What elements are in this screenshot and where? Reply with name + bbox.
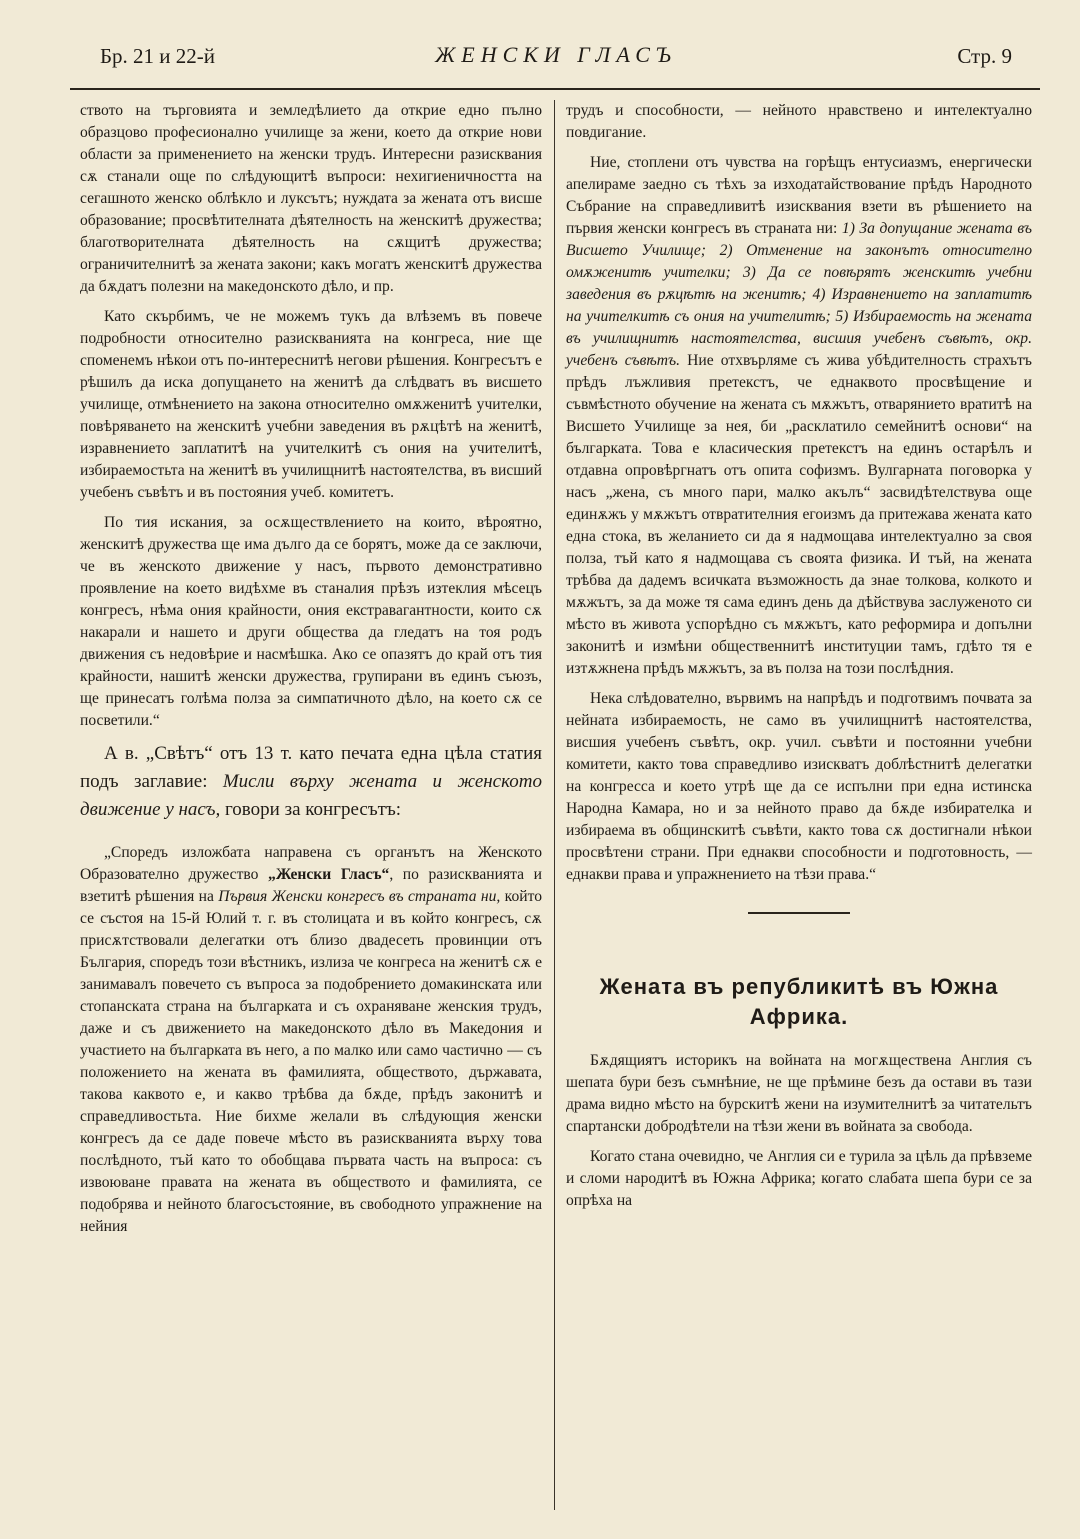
column-divider — [554, 100, 555, 1510]
page-number: Стр. 9 — [957, 44, 1012, 68]
svet-intro-text: А в. „Свѣтъ“ отъ 13 т. като печата една цѣла статия подъ заглавие: — [80, 743, 542, 792]
appeal-text-b: Ние отхвърляме съ жива убѣдителность страхътъ прѣдъ лъжливия претекстъ, че еднаквото просвѣщение и съвмѣстното обучение на жената съ мѫжътъ, отварянието вратитѣ на Висшето Училище за нея, би „расклатило семейнитѣ основи“ на българката. Това е класическия претекстъ на единъ остарѣлъ и отдавна опровѣргнатъ отъ опита софизмъ. Вулгарната поговорка у насъ „жена, съ много пари, малко акълъ“ засвидѣтелствува още единѫжъ у мѫжътъ отвратителния егоизмъ да притежава жената като една стока, въ желанието си да я надмощава интелектуално за своя полза, тъй като я надмощава съ своята физика. И тъй, на жената трѣбва да дадемъ всичката възможность да знае толкова, колкото и мѫжътъ, за да може тя сама единъ день да дѣйствува заслуженото си мѣсто въ живота успорѣдно съ мѫжътъ, като реформира и допълни законитѣ и измѣни общественнитѣ институции тамъ, гдѣто тя е изтѫжнена прѣдъ мѫжътъ, за въ полза на този послѣдния. — [566, 352, 1032, 677]
paragraph-appeal — [566, 152, 1032, 680]
paragraph-conclusion: Нека слѣдователно, вървимъ на напрѣдъ и подготвимъ почвата за нейната избираемость, не само въ училищнитѣ настоятелства, висшия учебенъ съвѣтъ, окр. учил. съвѣти и постоянни учебни комитети, както това справедливо изискватъ доблѣстнитѣ делегатки на конгресса и което утрѣ ще да се испълни при една истинска Народна Камара, но и за нейното право да бѫде избирателка и избираема въ общинскитѣ съвѣти, както това сѫ достигнали нѣкои просвѣтени страни. При еднакви способности и подготовность, — еднакви права и упражнението на тѣзи права.“ — [566, 690, 1032, 883]
quote-organ-name: „Женски Гласъ“ — [268, 866, 390, 883]
svet-intro-tail: говори за конгресътъ: — [220, 799, 402, 820]
svet-article-title: Мисли върху жената и женското движение у насъ, — [80, 771, 542, 820]
paragraph-svet-intro — [80, 740, 542, 824]
appeal-demands-list: 1) За допущание жената въ Висшето Училище; 2) Отменение на законътъ относително омѫженитѣ учителки; 3) Да се повѣрятъ женскитѣ учебни заведения въ рѫцѣтѣ на женитѣ; 4) Изравнението на заплатитѣ на учителкитѣ съ ония на учителитѣ; 5) Избираемость на жената въ училищнитѣ настоятелства, висшия учебенъ съвѣтъ, окр. учебенъ съвѣтъ. — [566, 220, 1033, 369]
header-rule — [70, 88, 1040, 90]
page-header — [100, 40, 1012, 74]
paragraph-congress-discussions: ството на търговията и земледѣлието да открие едно пълно образцово професионално училище за жени, което да открие нови области за применението на женски трудъ. Интересни разисквания сѫ станали още по слѣдующитѣ въпроси: нехигиеничността на сегашното женско облѣкло и луксътъ; нуждата за жената отъ висше образование; просвѣтителната дѣятелность на женскитѣ дружества; благотворителната дѣятелность на сѫщитѣ дружества; ограничителнитѣ за жената закони; какъ могатъ женскитѣ дружества да бѫдатъ полезни на македонското дѣло, и пр. — [80, 102, 542, 295]
left-column — [80, 100, 542, 1246]
quote-text-b: , по разискванията и взетитѣ рѣшения на — [80, 866, 543, 905]
paragraph-continuation: трудъ и способности, — нейното нравствено и интелектуално повдигание. — [566, 102, 1032, 141]
paragraph-when-evident: Когато стана очевидно, че Англия си е турила за цѣль да прѣвземе и сломи народитѣ въ Южна Африка; когато слабата шепа бури се за опрѣха на — [566, 1148, 1032, 1209]
quote-congress-name: Първия Женски конгресъ въ страната ни, — [218, 888, 501, 905]
paragraph-demands: По тия искания, за осѫществлението на които, вѣроятно, женскитѣ дружества ще има дълго да се борятъ, може да се заключи, че въ женското движение у насъ, първото демонстративно проявление на което видѣхме въ станалия прѣзъ изтеклия мѣсецъ конгресъ, нѣма ония крайности, ония екстравагантности, които сѫ накарали и нашето и други общества да гледатъ на тоя родъ движения съ недовѣрие и насмѣшка. Ако се опазятъ до край отъ тия крайности, нашитѣ женски дружества, групирани въ единъ съюзъ, ще принесатъ голѣма полза за симпатичното дѣло, на което сѫ се посветили.“ — [80, 514, 542, 729]
right-column — [566, 100, 1032, 1220]
section-separator — [748, 912, 850, 914]
appeal-text-a: Ние, стоплени отъ чувства на горѣщъ ентусиазмъ, енергически апелираме заедно съ тѣхъ за изходатайствование прѣдъ Народното Събрание на справедливитѣ изисквания взети въ рѣшението на първия женски конгресъ въ страната ни: — [566, 154, 1032, 237]
article-heading: Жената въ републикитѣ въ Южна Африка. — [599, 974, 999, 1029]
quote-text-a: „Споредъ изложбата направена съ органътъ на Женското Образователно дружество — [80, 844, 542, 883]
quote-text-c: който се състоя на 15-й Юлий т. г. въ столицата и въ който конгресъ, сѫ присѫтствовали делегатки отъ близо двадесеть провинции отъ България, споредъ този вѣстникъ, излиза че конгреса на женитѣ сѫ е занимавалъ повечето съ въпроса за подобрението домакинската или стопанската страна на българката и съ охраняване женския трудъ, даже и съ движението на македонското дѣло въ Македония и участието на българката въ него, а по малко или само частично — съ положението на жената въ фамилията, обществото, държавата, такова каквото е, и какво трѣбва да бѫде, прѣдъ законитѣ и справедливостьта. Ние бихме желали въ слѣдующия женски конгресъ да се даде повече мѣсто въ разискванията върху това послѣдното, тъй като то обобщава първата часть на въпроса: съ извоюване правата на жената въ обществото и фамилията, се подобрява и нейното благосъстояние, въ свободното упражнение на нейния — [80, 888, 543, 1235]
paragraph-congress-decisions: Като скърбимъ, че не можемъ тукъ да влѣземъ въ повече подробности относително разискванията на конгреса, ние ще споменемъ нѣкои отъ по-интереснитѣ негови рѣшения. Конгресътъ е рѣшилъ да иска допущането на женитѣ да слѣдватъ въ висшето училище, отмѣнението на закона относително омѫженитѣ учителки, повѣряването на женскитѣ учебни заведения въ рѫцѣтѣ на женитѣ, изравнението заплатитѣ на учителкитѣ съ ония на учителитѣ, избираемостьта на женитѣ въ училищнитѣ настоятелства, въ висший учебенъ съвѣтъ и въ постояния учеб. комитетъ. — [80, 308, 542, 501]
paragraph-future-historian: Бѫдящиятъ историкъ на войната на могѫществена Англия съ шепата бури безъ съмнѣние, не ще прѣмине безъ да остави въ тази драма видно мѣсто на бурскитѣ жени на изумителнитѣ за читательтъ спартански добродѣтели на тѣзи жени въ войната за свобода. — [566, 1052, 1032, 1135]
issue-number: Бр. 21 и 22-й — [100, 44, 216, 68]
newspaper-title: ЖЕНСКИ ГЛАСЪ — [435, 42, 677, 67]
paragraph-quote — [80, 842, 542, 1238]
